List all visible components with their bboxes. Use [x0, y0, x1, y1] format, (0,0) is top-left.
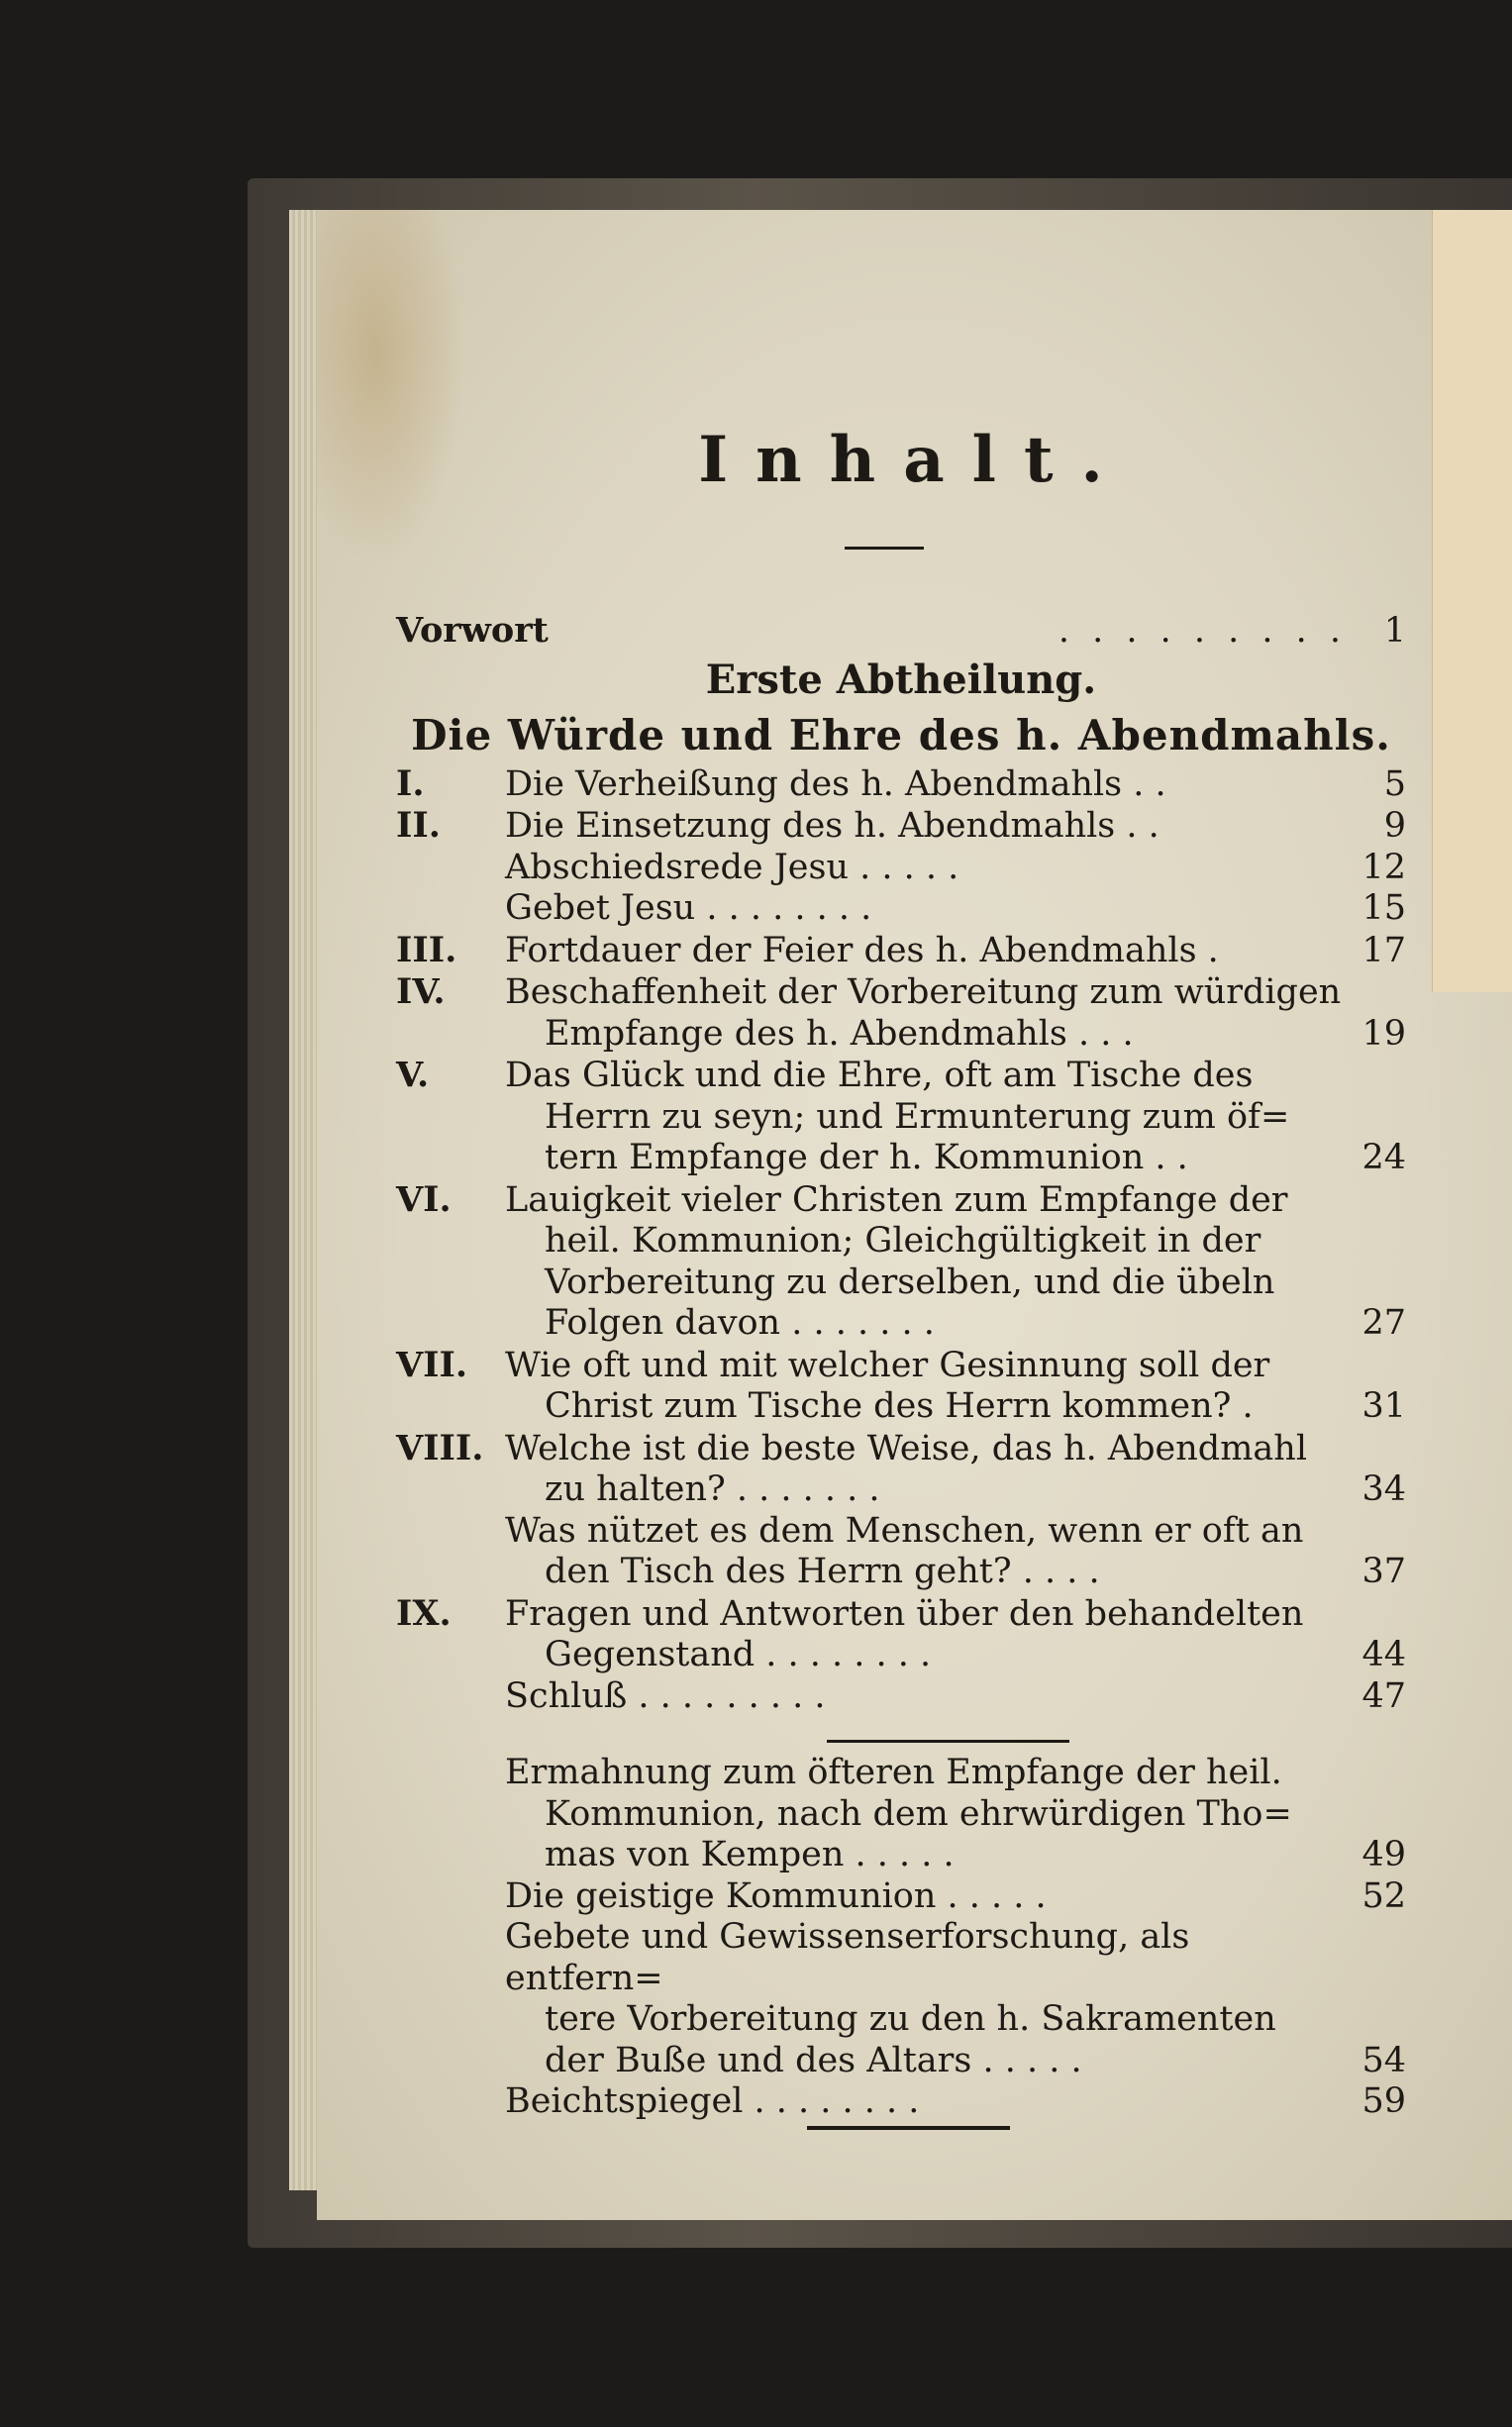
toc-row [396, 1469, 1406, 1511]
entry-text: heil. Kommunion; Gleichgültigkeit in der [545, 1221, 1261, 1261]
entry-text: Wie oft und mit welcher Gesinnung soll der [505, 1345, 1270, 1385]
section-heading: Erste Abtheilung. [705, 656, 1097, 703]
entry-page: 27 [1361, 1303, 1406, 1343]
toc-entries [396, 763, 1406, 1718]
entry-page: 49 [1361, 1835, 1406, 1874]
entry-text: Christ zum Tische des Herrn kommen? . [545, 1386, 1254, 1426]
entry-text: Die Verheißung des h. Abendmahls . . [505, 763, 1166, 804]
toc-row [396, 1999, 1406, 2041]
toc-row [396, 1263, 1406, 1304]
entry-text: Abschiedsrede Jesu . . . . . [505, 847, 959, 887]
entry-page: 52 [1361, 1875, 1406, 1916]
entry-text: Gebet Jesu . . . . . . . . [505, 888, 872, 928]
entry-text: mas von Kempen . . . . . [545, 1835, 955, 1874]
toc-row [396, 2041, 1406, 2082]
entry-text: Das Glück und die Ehre, oft am Tische des [505, 1056, 1254, 1095]
entry-text: Lauigkeit vieler Christen zum Empfange der [505, 1179, 1288, 1220]
entry-text: den Tisch des Herrn geht? . . . . [545, 1552, 1100, 1591]
entry-page: 44 [1361, 1635, 1406, 1674]
entry-text: Schluß . . . . . . . . . [505, 1675, 826, 1716]
toc-row [396, 1138, 1406, 1179]
toc-row [396, 848, 1406, 889]
toc-row [396, 1635, 1406, 1676]
entry-text: Kommunion, nach dem ehrwürdigen Tho= [545, 1793, 1292, 1834]
toc-row [396, 1876, 1406, 1918]
toc-row [396, 1917, 1406, 1999]
entry-page: 47 [1361, 1675, 1406, 1716]
entry-text: der Buße und des Altars . . . . . [545, 2040, 1082, 2080]
entry-page: 34 [1361, 1469, 1406, 1509]
end-rule [807, 2126, 1010, 2130]
toc-row [396, 1179, 1406, 1222]
toc-row [396, 1676, 1406, 1718]
entry-text: Die Einsetzung des h. Abendmahls . . [505, 806, 1159, 846]
toc-row [396, 888, 1406, 930]
entry-page: 12 [1361, 847, 1406, 887]
entry-number: I. [396, 762, 425, 804]
entry-text: Welche ist die beste Weise, das h. Abendmahl [505, 1428, 1308, 1468]
vorwort-page: 1 [1383, 611, 1406, 651]
entry-number: V. [396, 1055, 430, 1095]
toc-row [396, 1552, 1406, 1593]
entry-number: VIII. [396, 1427, 484, 1468]
bookmark-strip [1432, 210, 1512, 992]
entry-text: Vorbereitung zu derselben, und die übeln [545, 1262, 1275, 1302]
entry-page: 24 [1361, 1138, 1406, 1177]
entry-text: Beichtspiegel . . . . . . . . [505, 2081, 920, 2121]
toc-row-vorwort [396, 610, 1406, 653]
entry-page: 37 [1361, 1552, 1406, 1591]
entry-text: Fortdauer der Feier des h. Abendmahls . [505, 930, 1219, 970]
toc-row [396, 1014, 1406, 1056]
entry-text: Fragen und Antworten über den behandelten [505, 1593, 1304, 1634]
toc-row [396, 1593, 1406, 1636]
toc-row [396, 805, 1406, 848]
entry-page: 5 [1383, 763, 1406, 804]
entry-text: Gegenstand . . . . . . . . [545, 1635, 932, 1674]
toc-row [396, 2081, 1406, 2123]
entry-number: IV. [396, 971, 446, 1012]
toc-row [396, 1221, 1406, 1263]
vorwort-dots: . . . . . . . . . [1058, 611, 1347, 651]
toc-appendix [396, 1753, 1406, 2123]
entry-text: Ermahnung zum öfteren Empfange der heil. [505, 1753, 1282, 1792]
entry-page: 59 [1361, 2081, 1406, 2121]
page-stain [317, 210, 465, 566]
entry-text: Was nützet es dem Menschen, wenn er oft an [505, 1510, 1304, 1551]
toc-row [396, 1511, 1406, 1553]
toc-row [396, 1055, 1406, 1097]
entry-page: 19 [1361, 1013, 1406, 1054]
entry-page: 15 [1361, 888, 1406, 928]
entry-text: Empfange des h. Abendmahls . . . [545, 1013, 1134, 1054]
entry-text: Die geistige Kommunion . . . . . [505, 1875, 1047, 1916]
toc-row [396, 763, 1406, 806]
section-subheading: Die Würde und Ehre des h. Abendmahls. [411, 710, 1391, 759]
toc-row [396, 1428, 1406, 1470]
entry-text: tern Empfange der h. Kommunion . . [545, 1138, 1188, 1177]
entry-text: Herrn zu seyn; und Ermunterung zum öf= [545, 1096, 1290, 1137]
entry-number: III. [396, 929, 457, 970]
toc-row [396, 1753, 1406, 1794]
entry-text: Beschaffenheit der Vorbereitung zum würdigen [505, 972, 1342, 1012]
toc-row [396, 1835, 1406, 1876]
toc-row [396, 971, 1406, 1014]
entry-text: Folgen davon . . . . . . . [545, 1303, 935, 1343]
entry-page: 31 [1361, 1386, 1406, 1426]
entry-number: II. [396, 805, 441, 846]
toc-row [396, 1386, 1406, 1428]
toc-row [396, 1097, 1406, 1139]
entry-number: IX. [396, 1592, 452, 1634]
page-title: Inhalt. [698, 423, 1131, 497]
title-rule [845, 547, 924, 550]
toc-row [396, 1345, 1406, 1387]
table-of-contents [396, 610, 1406, 2123]
toc-row [396, 1794, 1406, 1836]
spacer [396, 1717, 1406, 1753]
entry-page: 9 [1383, 806, 1406, 846]
entry-text: zu halten? . . . . . . . [545, 1469, 880, 1509]
entry-page: 54 [1361, 2040, 1406, 2080]
entry-text: Gebete und Gewissenserforschung, als entfern= [505, 1917, 1190, 1998]
entry-number: VII. [396, 1344, 468, 1385]
toc-row [396, 1303, 1406, 1345]
vorwort-label: Vorwort [396, 610, 549, 651]
toc-row [396, 930, 1406, 972]
book-page [317, 210, 1512, 2220]
entry-page: 17 [1361, 930, 1406, 970]
appendix-rule [827, 1740, 1069, 1743]
entry-number: VI. [396, 1178, 452, 1220]
entry-text: tere Vorbereitung zu den h. Sakramenten [545, 1999, 1276, 2039]
